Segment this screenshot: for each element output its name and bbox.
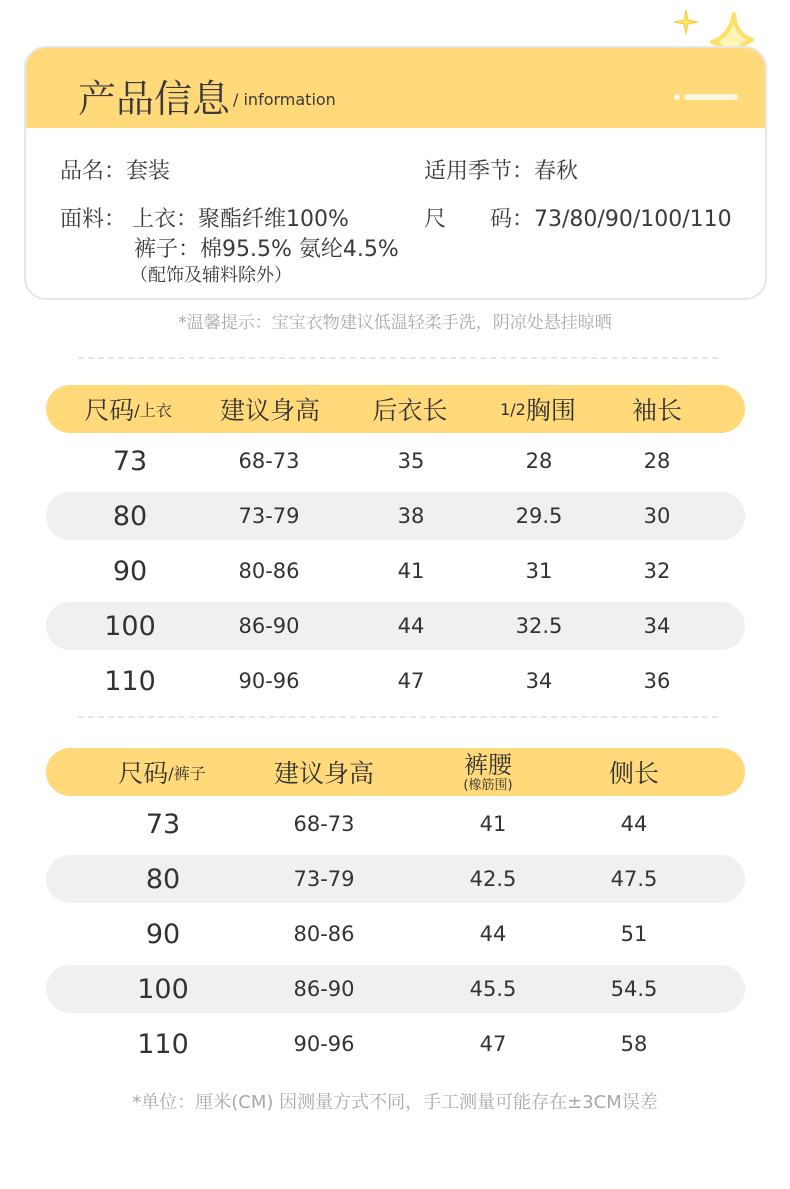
header-size [102, 748, 222, 796]
cell-height: 73-79 [238, 504, 300, 528]
header-size-label: 尺码 [84, 396, 135, 425]
top-table-header [46, 385, 745, 433]
info-subtitle: / information [233, 90, 336, 109]
cell-chest: 34 [525, 669, 553, 693]
table-row [46, 657, 745, 705]
cell-waist: 47 [479, 1032, 507, 1056]
cell-height: 73-79 [293, 867, 355, 891]
header-size-label: 尺码 [118, 759, 169, 788]
table-row [46, 437, 745, 485]
table-row [46, 1020, 745, 1068]
cell-size: 100 [137, 973, 189, 1005]
header-chest [476, 385, 600, 433]
cell-height: 90-96 [238, 669, 300, 693]
cell-height: 68-73 [293, 812, 355, 836]
cell-chest: 29.5 [515, 504, 563, 528]
info-header [26, 48, 765, 128]
cell-height: 86-90 [293, 977, 355, 1001]
product-name-value: 套装 [126, 159, 171, 184]
cell-back-length: 41 [397, 559, 425, 583]
cell-waist: 45.5 [469, 977, 517, 1001]
header-chest-prefix: 1/2 [500, 399, 526, 419]
season-row [424, 154, 578, 185]
divider [78, 716, 718, 718]
product-info-card [24, 46, 767, 300]
cell-waist: 42.5 [469, 867, 517, 891]
header-side-length-label: 侧长 [608, 759, 659, 788]
cell-size: 80 [112, 500, 148, 532]
season-value: 春秋 [534, 159, 579, 184]
product-name-label: 品名： [60, 159, 127, 184]
season-label: 适用季节： [424, 159, 535, 184]
cell-height: 90-96 [293, 1032, 355, 1056]
cell-size: 110 [104, 665, 156, 697]
header-dash-decoration [674, 94, 738, 100]
table-row [46, 547, 745, 595]
cell-side-length: 51 [620, 922, 648, 946]
cell-side-length: 54.5 [610, 977, 658, 1001]
cell-sleeve: 34 [643, 614, 671, 638]
unit-note: *单位：厘米(CM) 因测量方式不同，手工测量可能存在±3CM误差 [132, 1092, 658, 1113]
header-sleeve [598, 385, 716, 433]
fabric-top: 上衣：聚酯纤维100% [132, 207, 349, 232]
header-back-length [350, 385, 470, 433]
cell-side-length: 58 [620, 1032, 648, 1056]
fabric-label: 面料： [60, 207, 127, 232]
dash-bar [684, 94, 738, 100]
pants-table-header [46, 748, 745, 796]
fabric-pants: 裤子：棉95.5% 氨纶4.5% [134, 237, 399, 262]
cell-back-length: 38 [397, 504, 425, 528]
product-name-row [60, 154, 170, 185]
header-waist-label: 裤腰 [464, 750, 512, 779]
table-row [46, 492, 745, 540]
size-range-label: 尺 码： [424, 207, 535, 232]
cell-size: 100 [104, 610, 156, 642]
cell-chest: 31 [525, 559, 553, 583]
cell-chest: 32.5 [515, 614, 563, 638]
cell-waist: 44 [479, 922, 507, 946]
cell-size: 73 [145, 808, 181, 840]
size-range-row [424, 202, 732, 233]
cell-size: 73 [112, 445, 148, 477]
header-height-label: 建议身高 [219, 396, 320, 425]
header-height-label: 建议身高 [273, 759, 374, 788]
cell-height: 80-86 [293, 922, 355, 946]
cell-back-length: 44 [397, 614, 425, 638]
header-size [68, 385, 188, 433]
cell-height: 68-73 [238, 449, 300, 473]
cell-size: 90 [112, 555, 148, 587]
cell-sleeve: 28 [643, 449, 671, 473]
cell-side-length: 44 [620, 812, 648, 836]
cell-size: 80 [145, 863, 181, 895]
dash-dot [674, 94, 680, 100]
table-row [46, 855, 745, 903]
header-waist-sub: (橡筋围) [463, 777, 513, 793]
fabric-note: （配饰及辅料除外） [130, 265, 292, 286]
table-row [46, 800, 745, 848]
cell-sleeve: 36 [643, 669, 671, 693]
header-chest-label: 胸围 [525, 396, 576, 425]
cell-waist: 41 [479, 812, 507, 836]
info-title: 产品信息 [78, 77, 231, 121]
header-side-length [574, 748, 694, 796]
cell-sleeve: 30 [643, 504, 671, 528]
cell-sleeve: 32 [643, 559, 671, 583]
cell-back-length: 47 [397, 669, 425, 693]
cell-chest: 28 [525, 449, 553, 473]
size-range-value: 73/80/90/100/110 [534, 207, 732, 232]
divider [78, 357, 718, 359]
cell-size: 90 [145, 918, 181, 950]
header-height [200, 385, 340, 433]
header-size-sub: /上衣 [134, 400, 172, 420]
header-sleeve-label: 袖长 [631, 396, 682, 425]
header-back-length-label: 后衣长 [372, 396, 448, 425]
header-height [254, 748, 394, 796]
table-row [46, 910, 745, 958]
table-row [46, 965, 745, 1013]
header-waist [428, 748, 548, 796]
cell-back-length: 35 [397, 449, 425, 473]
cell-size: 110 [137, 1028, 189, 1060]
header-size-sub: /裤子 [168, 763, 206, 783]
cell-height: 86-90 [238, 614, 300, 638]
cell-side-length: 47.5 [610, 867, 658, 891]
care-tip: *温馨提示：宝宝衣物建议低温轻柔手洗，阴凉处悬挂晾晒 [178, 313, 612, 333]
table-row [46, 602, 745, 650]
cell-height: 80-86 [238, 559, 300, 583]
